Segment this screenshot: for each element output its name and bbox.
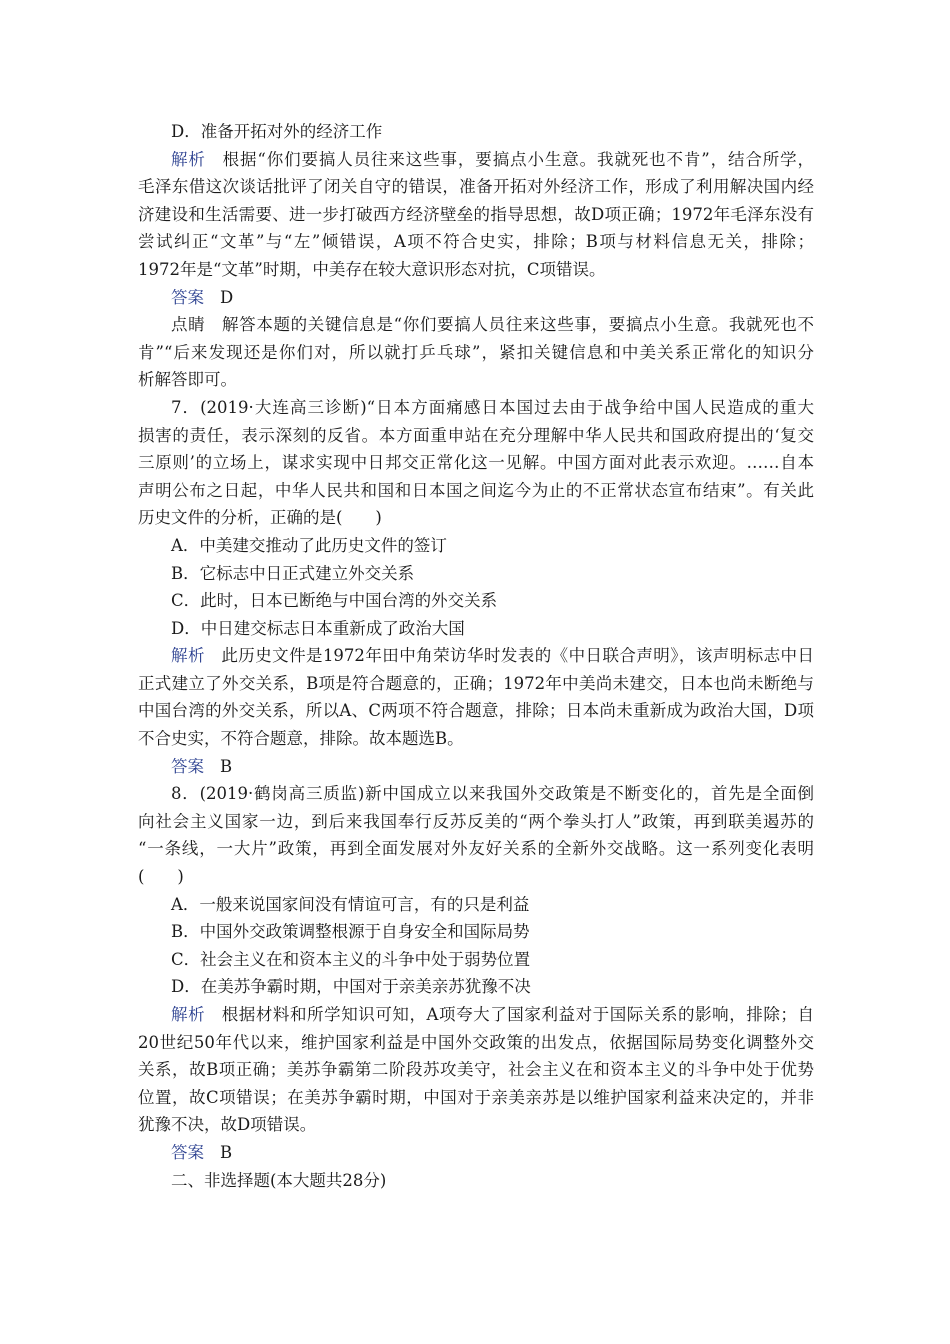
q8-stem-line: 向社会主义国家一边，到后来我国奉行反苏反美的“两个拳头打人”政策，再到联美遏苏的	[138, 811, 814, 831]
q7-stem-line: 历史文件的分析，正确的是( )	[138, 508, 382, 528]
q7-answer	[138, 753, 814, 781]
analysis-label: 解析	[171, 1005, 206, 1024]
q8-stem-line: 8．(2019·鹤岗高三质监)新中国成立以来我国外交政策是不断变化的，首先是全面倒	[171, 784, 814, 804]
q8-stem-line: ( )	[138, 867, 184, 887]
q8-option-d: D．在美苏争霸时期，中国对于亲美亲苏犹豫不决	[171, 977, 531, 997]
answer-label: 答案	[171, 756, 204, 776]
q6-analysis-line: 济建设和生活需要、进一步打破西方经济壁垒的指导思想，故D项正确；1972年毛泽东没有	[138, 204, 814, 224]
q7-option-a: A．中美建交推动了此历史文件的签订	[171, 535, 447, 555]
q6-tip-line: 肯”“后来发现还是你们对，所以就打乒乓球”，紧扣关键信息和中美关系正常化的知识分	[138, 342, 814, 362]
q8-answer	[138, 1139, 814, 1167]
q8-analysis-line: 位置，故C项错误；在美苏争霸时期，中国对于亲美亲苏是以维护国家利益来决定的，并非	[138, 1087, 814, 1107]
q6-option-d: D．准备开拓对外的经济工作	[171, 122, 383, 141]
q8-analysis-line: 关系，故B项正确；美苏争霸第二阶段苏攻美守，社会主义在和资本主义的斗争中处于优势	[138, 1060, 814, 1080]
q6-answer	[138, 284, 814, 312]
q8-analysis-line: 解析 根据材料和所学知识可知，A项夸大了国家利益对于国际关系的影响，排除；自	[171, 1005, 814, 1024]
q8-option-b: B．中国外交政策调整根源于自身安全和国际局势	[171, 922, 530, 942]
q7-option-c: C．此时，日本已断绝与中国台湾的外交关系	[171, 591, 498, 611]
q6-analysis-line: 毛泽东借这次谈话批评了闭关自守的错误，准备开拓对外经济工作，形成了利用解决国内经	[138, 177, 814, 197]
q7-stem-line: 三原则’的立场上，谋求实现中日邦交正常化这一见解。中国方面对此表示欢迎。……自本	[138, 453, 814, 473]
q6-tip-line: 析解答即可。	[138, 370, 237, 390]
q7-option-d: D．中日建交标志日本重新成了政治大国	[171, 618, 465, 638]
q7-option-b: B．它标志中日正式建立外交关系	[171, 563, 415, 583]
answer-value: B	[220, 1142, 233, 1162]
q8-option-a: A．一般来说国家间没有情谊可言，有的只是利益	[171, 894, 530, 914]
tip-label: 点睛	[171, 315, 206, 335]
q7-analysis-line: 不合史实，不符合题意，排除。故本题选B。	[138, 729, 464, 749]
document-page	[138, 118, 814, 1194]
q7-analysis-line: 正式建立了外交关系，B项是符合题意的，正确；1972年中美尚未建交，日本也尚未断绝与	[138, 673, 814, 693]
q6-tip-line: 点睛 解答本题的关键信息是“你们要搞人员往来这些事，要搞点小生意。我就死也不	[171, 315, 814, 335]
q8-stem-line: “一条线，一大片”政策，再到全面发展对外友好关系的全新外交战略。这一系列变化表明	[138, 839, 814, 859]
answer-label: 答案	[171, 287, 204, 307]
q8-analysis-line: 犹豫不决，故D项错误。	[138, 1115, 317, 1135]
q7-stem-line: 声明公布之日起，中华人民共和国和日本国之间迄今为止的不正常状态宣布结束”。有关此	[138, 480, 814, 500]
q7-analysis-line: 解析 此历史文件是1972年田中角荣访华时发表的《中日联合声明》，该声明标志中日	[171, 646, 814, 666]
answer-value: D	[220, 287, 234, 307]
section-heading: 二、非选择题(本大题共28分)	[171, 1170, 387, 1190]
q7-stem-line: 损害的责任，表示深刻的反省。本方面重申站在充分理解中华人民共和国政府提出的‘复交	[138, 425, 814, 445]
q6-analysis-line: 解析 根据“你们要搞人员往来这些事，要搞点小生意。我就死也不肯”，结合所学，	[171, 149, 814, 169]
q7-stem-line: 7．(2019·大连高三诊断)“日本方面痛感日本国过去由于战争给中国人民造成的重大	[171, 397, 814, 417]
answer-label: 答案	[171, 1142, 204, 1162]
q8-analysis-line: 20世纪50年代以来，维护国家利益是中国外交政策的出发点，依据国际局势变化调整外交	[138, 1032, 814, 1052]
q7-analysis-line: 中国台湾的外交关系，所以A、C两项不符合题意，排除；日本尚未重新成为政治大国，D项	[138, 701, 814, 721]
analysis-label: 解析	[171, 149, 206, 169]
q6-analysis-line: 尝试纠正“文革”与“左”倾错误，A项不符合史实，排除；B项与材料信息无关，排除；	[138, 232, 814, 252]
answer-value: B	[220, 756, 233, 776]
q8-option-c: C．社会主义在和资本主义的斗争中处于弱势位置	[171, 949, 531, 969]
analysis-label: 解析	[171, 646, 205, 666]
q6-analysis-line: 1972年是“文革”时期，中美存在较大意识形态对抗，C项错误。	[138, 259, 606, 279]
